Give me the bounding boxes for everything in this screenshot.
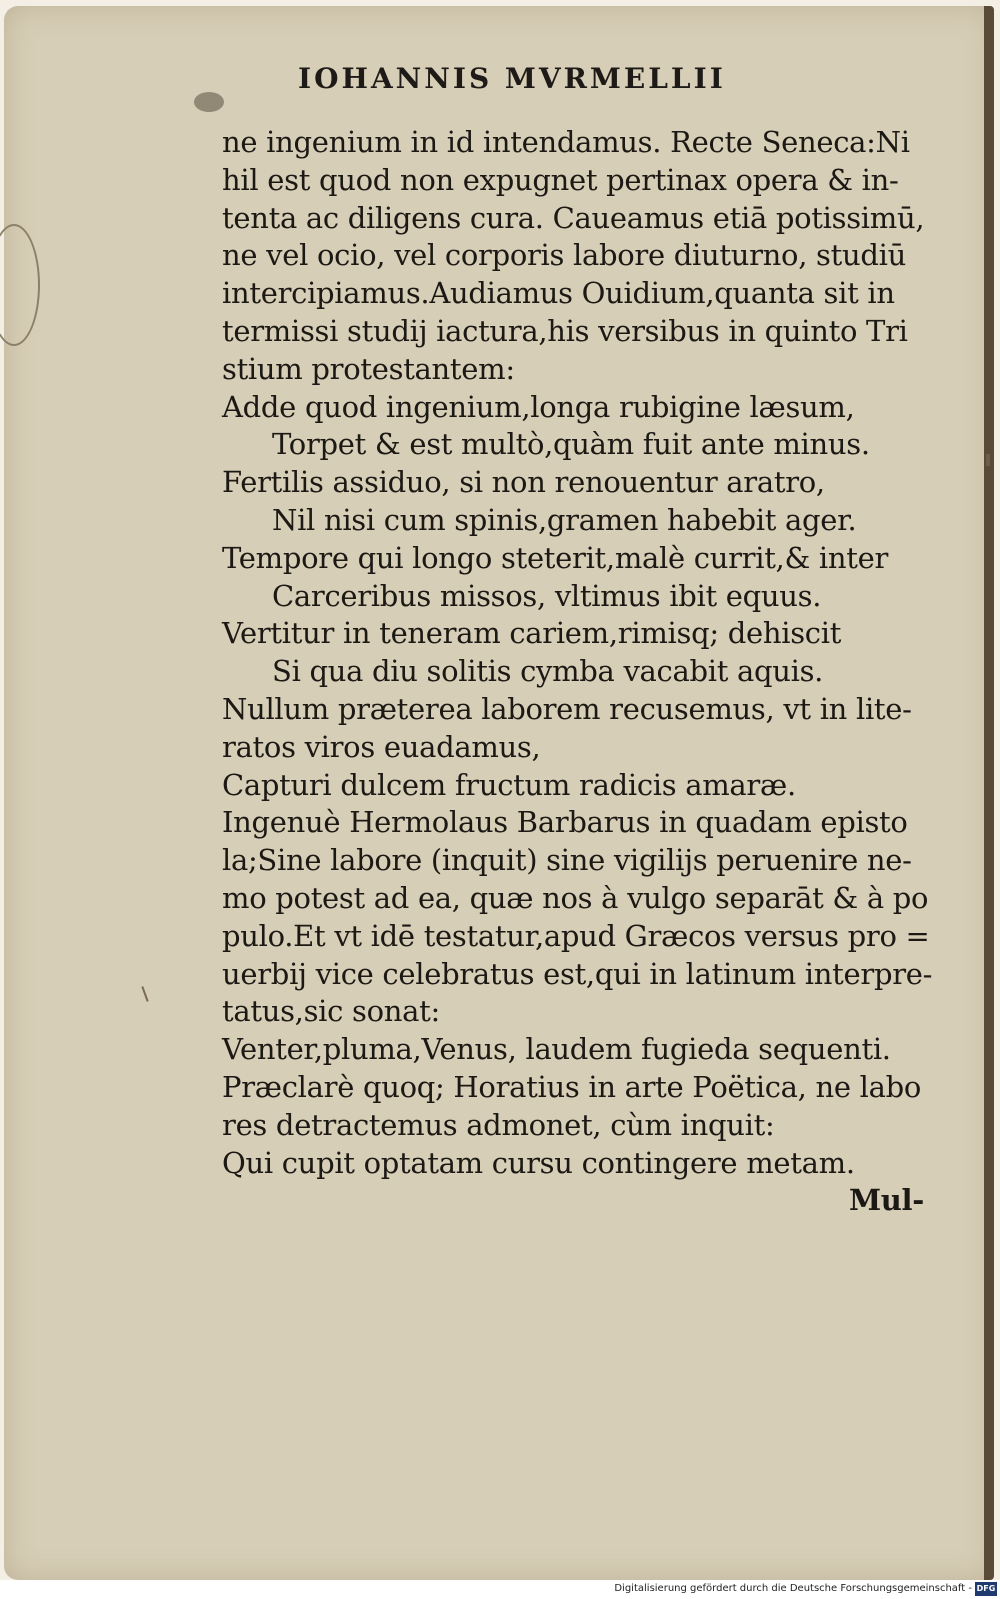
text-line: res detractemus admonet, cùm inquit:: [222, 1107, 775, 1142]
verse-line: Carceribus missos, vltimus ibit equus.: [272, 578, 822, 613]
page-text: [222, 124, 934, 1220]
verse-line: Torpet & est multò,quàm fuit ante minus.: [272, 427, 870, 462]
verse-line: Adde quod ingenium,longa rubigine læsum,: [222, 389, 855, 424]
footer-bar: [0, 1580, 1000, 1599]
text-line: stium protestantem:: [222, 351, 515, 386]
running-head: IOHANNIS MVRMELLII: [298, 62, 726, 95]
verse-line: Qui cupit optatam cursu contingere metam.: [222, 1145, 855, 1180]
margin-mark-left: [141, 986, 148, 1002]
digitization-credit: Digitalisierung gefördert durch die Deutsche Forschungsgemeinschaft -: [614, 1583, 972, 1594]
text-line: Præclarè quoq; Horatius in arte Poëtica, ne labo: [222, 1069, 922, 1104]
verse-line: Fertilis assiduo, si non renouentur aratro,: [222, 465, 825, 500]
text-line: uerbij vice celebratus est,qui in latinum interpre-: [222, 956, 933, 991]
text-line: mo potest ad ea, quæ nos à vulgo separāt & à po: [222, 880, 929, 915]
text-line: termissi studij iactura,his versibus in quinto Tri: [222, 313, 908, 348]
catchword: Mul-: [848, 1183, 924, 1218]
text-line: Ingenuè Hermolaus Barbarus in quadam episto: [222, 805, 908, 840]
ink-stain: [194, 92, 224, 112]
verse-line: Venter,pluma,Venus, laudem fugieda sequenti.: [222, 1032, 891, 1067]
page-curl: [0, 224, 40, 346]
margin-mark-right: [986, 454, 990, 466]
text-line: intercipiamus.Audiamus Ouidium,quanta sit in: [222, 276, 895, 311]
text-line: Nullum præterea laborem recusemus, vt in lite-: [222, 691, 912, 726]
text-line: la;Sine labore (inquit) sine vigilijs peruenire ne-: [222, 843, 912, 878]
dfg-logo: DFG: [975, 1582, 997, 1596]
text-line: tatus,sic sonat:: [222, 994, 440, 1029]
text-line: ne vel ocio, vel corporis labore diuturno, studiū: [222, 238, 906, 273]
text-line: ratos viros euadamus,: [222, 729, 541, 764]
page-edge-shadow: [984, 6, 994, 1580]
verse-line: Si qua diu solitis cymba vacabit aquis.: [272, 654, 824, 689]
text-line: pulo.Et vt idē testatur,apud Græcos versus pro =: [222, 918, 930, 953]
text-line: tenta ac diligens cura. Caueamus etiā potissimū,: [222, 200, 925, 235]
verse-line: Tempore qui longo steterit,malè currit,& inter: [222, 540, 889, 575]
verse-line: Vertitur in teneram cariem,rimisq; dehiscit: [222, 616, 842, 651]
verse-line: Nil nisi cum spinis,gramen habebit ager.: [272, 502, 857, 537]
text-line: ne ingenium in id intendamus. Recte Seneca:Ni: [222, 125, 910, 159]
verse-line: Capturi dulcem fructum radicis amaræ.: [222, 767, 796, 802]
text-line: hil est quod non expugnet pertinax opera & in-: [222, 162, 899, 197]
